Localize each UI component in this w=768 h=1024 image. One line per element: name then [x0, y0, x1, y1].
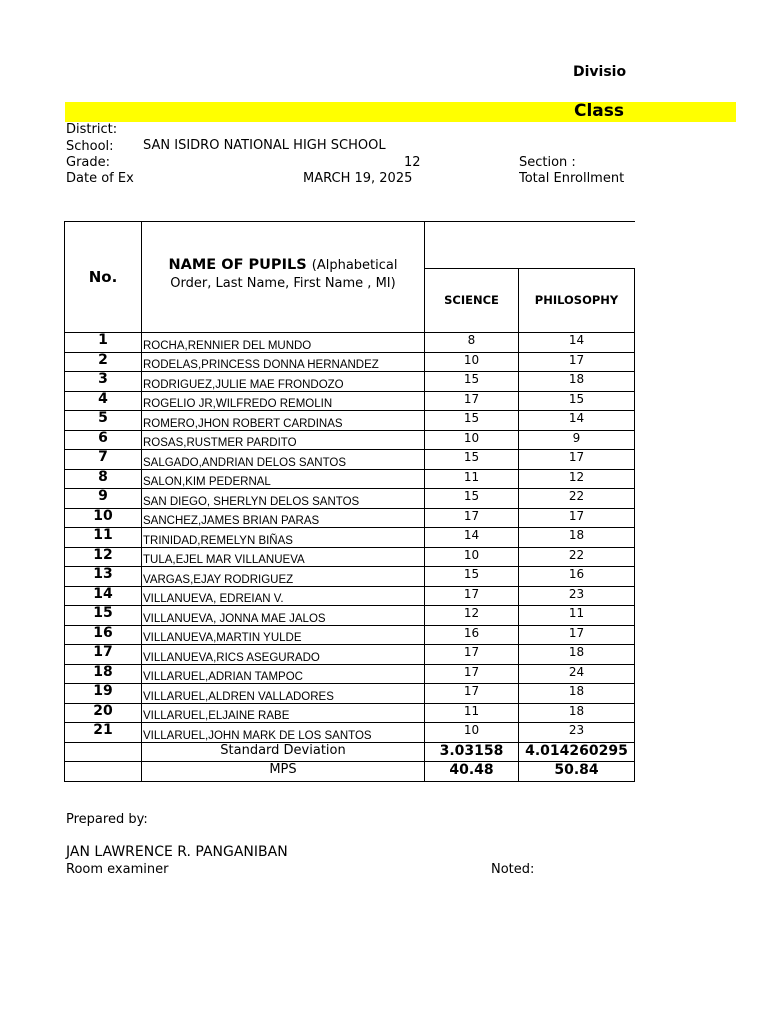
examiner-role: Room examiner [66, 862, 169, 877]
table-row [65, 528, 635, 548]
section-label: Section : [519, 155, 576, 170]
pupil-name: ROMERO,JHON ROBERT CARDINAS [142, 411, 425, 431]
row-number: 14 [65, 586, 142, 606]
row-number: 5 [65, 411, 142, 431]
examiner-name: JAN LAWRENCE R. PANGANIBAN [66, 844, 288, 860]
col-name-header [142, 222, 425, 333]
pupil-name: VILLANUEVA,RICS ASEGURADO [142, 645, 425, 665]
grade-value: 12 [404, 155, 421, 170]
table-row [65, 547, 635, 567]
row-number: 9 [65, 489, 142, 509]
pupil-name: VILLARUEL,ALDREN VALLADORES [142, 684, 425, 704]
table-row [65, 625, 635, 645]
pupil-name: VILLARUEL,ADRIAN TAMPOC [142, 664, 425, 684]
table-row [65, 508, 635, 528]
science-score: 10 [425, 547, 519, 567]
division-title: Divisio [573, 64, 627, 80]
table-row [65, 469, 635, 489]
table-row [65, 430, 635, 450]
mps-label: MPS [142, 762, 425, 782]
row-number: 3 [65, 372, 142, 392]
row-number: 2 [65, 352, 142, 372]
table-row [65, 450, 635, 470]
science-score: 15 [425, 489, 519, 509]
philosophy-score: 12 [519, 469, 635, 489]
table-row [65, 703, 635, 723]
science-score: 15 [425, 411, 519, 431]
class-title-bar [65, 102, 736, 122]
pupil-name: VARGAS,EJAY RODRIGUEZ [142, 567, 425, 587]
science-score: 14 [425, 528, 519, 548]
table-row [65, 664, 635, 684]
date-label: Date of Ex [66, 171, 134, 186]
row-number: 12 [65, 547, 142, 567]
col-name-bold: NAME OF PUPILS [168, 257, 307, 273]
science-score: 12 [425, 606, 519, 626]
philosophy-score: 24 [519, 664, 635, 684]
mps-philosophy: 50.84 [519, 762, 635, 782]
enrollment-label: Total Enrollment [519, 171, 625, 186]
score-table [64, 221, 635, 782]
mps-science: 40.48 [425, 762, 519, 782]
class-title: Class [574, 101, 625, 121]
philosophy-score: 17 [519, 450, 635, 470]
sd-label: Standard Deviation [142, 742, 425, 762]
table-row [65, 684, 635, 704]
science-score: 10 [425, 430, 519, 450]
pupil-name: SAN DIEGO, SHERLYN DELOS SANTOS [142, 489, 425, 509]
science-score: 17 [425, 586, 519, 606]
school-label: School: [66, 139, 114, 154]
science-score: 15 [425, 450, 519, 470]
science-score: 10 [425, 352, 519, 372]
col-no-header: No. [65, 222, 142, 333]
table-row [65, 372, 635, 392]
row-number: 13 [65, 567, 142, 587]
science-score: 17 [425, 684, 519, 704]
philosophy-score: 16 [519, 567, 635, 587]
row-number: 6 [65, 430, 142, 450]
science-score: 11 [425, 703, 519, 723]
philosophy-score: 17 [519, 352, 635, 372]
table-row [65, 333, 635, 353]
pupil-name: TRINIDAD,REMELYN BIÑAS [142, 528, 425, 548]
row-number: 19 [65, 684, 142, 704]
science-score: 10 [425, 723, 519, 743]
table-row [65, 606, 635, 626]
science-score: 17 [425, 391, 519, 411]
sd-philosophy: 4.014260295 [519, 742, 635, 762]
philosophy-score: 14 [519, 333, 635, 353]
science-score: 11 [425, 469, 519, 489]
noted-label: Noted: [491, 862, 535, 877]
pupil-name: VILLANUEVA, EDREIAN V. [142, 586, 425, 606]
col-philosophy-header: PHILOSOPHY [519, 268, 635, 332]
pupil-name: ROCHA,RENNIER DEL MUNDO [142, 333, 425, 353]
district-label: District: [66, 122, 118, 137]
table-row [65, 586, 635, 606]
science-score: 8 [425, 333, 519, 353]
table-row [65, 411, 635, 431]
row-number: 17 [65, 645, 142, 665]
table-row [65, 352, 635, 372]
philosophy-score: 17 [519, 625, 635, 645]
row-number: 15 [65, 606, 142, 626]
science-score: 15 [425, 567, 519, 587]
row-number: 10 [65, 508, 142, 528]
row-number: 18 [65, 664, 142, 684]
science-score: 15 [425, 372, 519, 392]
row-number: 7 [65, 450, 142, 470]
pupil-name: VILLARUEL,ELJAINE RABE [142, 703, 425, 723]
date-value: MARCH 19, 2025 [303, 171, 413, 186]
philosophy-score: 23 [519, 586, 635, 606]
table-row [65, 645, 635, 665]
prepared-by-label: Prepared by: [66, 812, 148, 827]
pupil-name: VILLANUEVA,MARTIN YULDE [142, 625, 425, 645]
row-number: 1 [65, 333, 142, 353]
col-name-paren-1: (Alphabetical [311, 258, 398, 273]
school-name: SAN ISIDRO NATIONAL HIGH SCHOOL [143, 138, 386, 153]
pupil-name: TULA,EJEL MAR VILLANUEVA [142, 547, 425, 567]
philosophy-score: 18 [519, 703, 635, 723]
philosophy-score: 22 [519, 547, 635, 567]
pupil-name: ROGELIO JR,WILFREDO REMOLIN [142, 391, 425, 411]
row-number: 16 [65, 625, 142, 645]
pupil-name: SALGADO,ANDRIAN DELOS SANTOS [142, 450, 425, 470]
science-score: 17 [425, 508, 519, 528]
row-number: 11 [65, 528, 142, 548]
sd-empty-cell [65, 742, 142, 762]
grade-label: Grade: [66, 155, 111, 170]
col-science-header: SCIENCE [425, 268, 519, 332]
mps-empty-cell [65, 762, 142, 782]
philosophy-score: 14 [519, 411, 635, 431]
science-score: 17 [425, 645, 519, 665]
pupil-name: ROSAS,RUSTMER PARDITO [142, 430, 425, 450]
table-row [65, 567, 635, 587]
col-name-paren-2: Order, Last Name, First Name , MI) [170, 276, 396, 291]
philosophy-score: 9 [519, 430, 635, 450]
philosophy-score: 18 [519, 645, 635, 665]
row-number: 21 [65, 723, 142, 743]
pupil-name: SANCHEZ,JAMES BRIAN PARAS [142, 508, 425, 528]
philosophy-score: 23 [519, 723, 635, 743]
pupil-name: SALON,KIM PEDERNAL [142, 469, 425, 489]
row-number: 4 [65, 391, 142, 411]
table-row [65, 391, 635, 411]
philosophy-score: 18 [519, 528, 635, 548]
pupil-name: VILLARUEL,JOHN MARK DE LOS SANTOS [142, 723, 425, 743]
science-score: 17 [425, 664, 519, 684]
philosophy-score: 22 [519, 489, 635, 509]
pupil-name: VILLANUEVA, JONNA MAE JALOS [142, 606, 425, 626]
table-row [65, 489, 635, 509]
philosophy-score: 15 [519, 391, 635, 411]
row-number: 20 [65, 703, 142, 723]
row-number: 8 [65, 469, 142, 489]
philosophy-score: 18 [519, 372, 635, 392]
subject-group-header [425, 222, 635, 269]
pupil-name: RODRIGUEZ,JULIE MAE FRONDOZO [142, 372, 425, 392]
philosophy-score: 11 [519, 606, 635, 626]
pupil-name: RODELAS,PRINCESS DONNA HERNANDEZ [142, 352, 425, 372]
sd-science: 3.03158 [425, 742, 519, 762]
philosophy-score: 17 [519, 508, 635, 528]
table-row [65, 723, 635, 743]
science-score: 16 [425, 625, 519, 645]
philosophy-score: 18 [519, 684, 635, 704]
